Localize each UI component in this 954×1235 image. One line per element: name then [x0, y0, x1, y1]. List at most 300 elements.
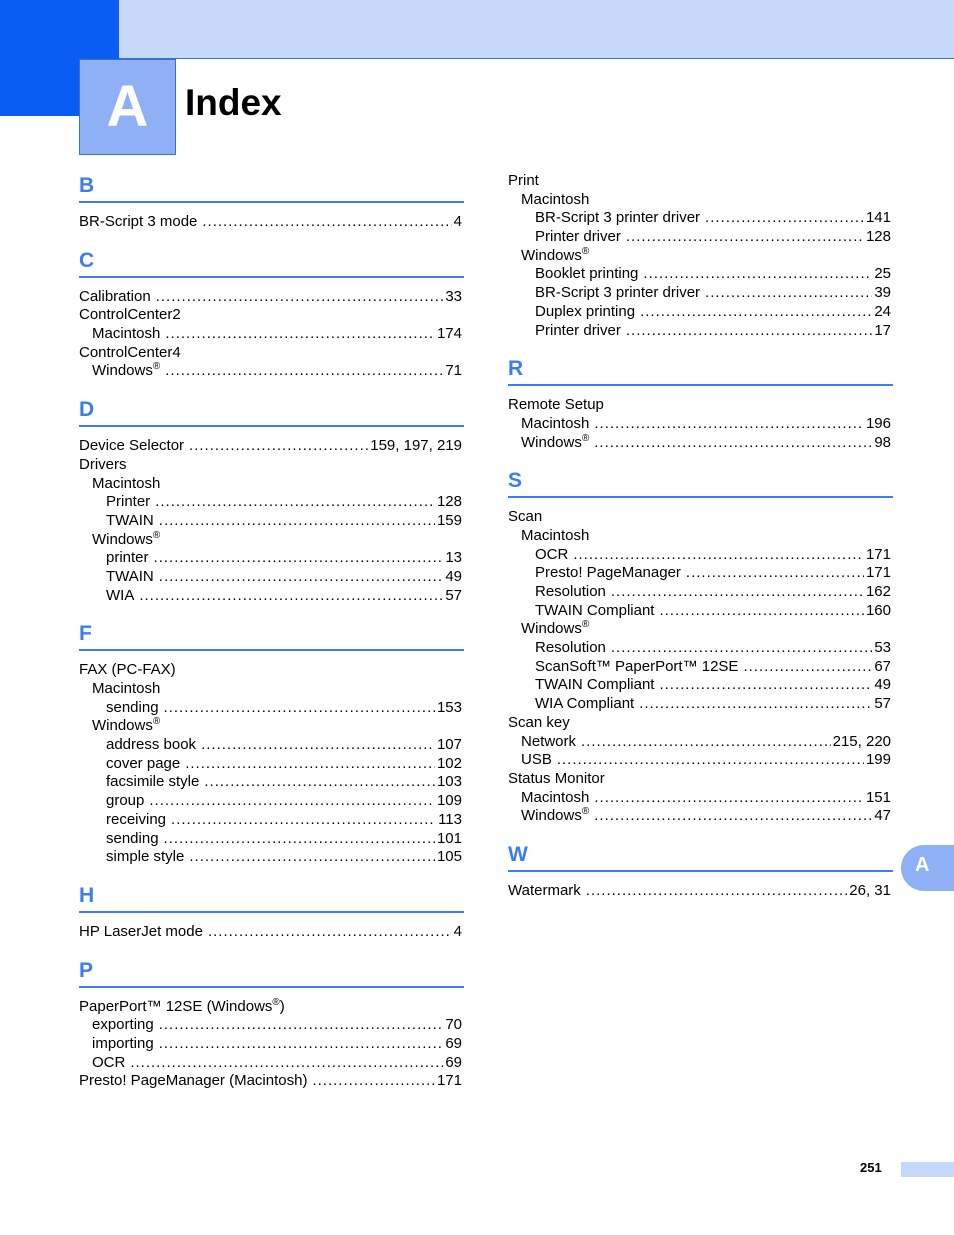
index-entry [79, 717, 464, 736]
entry-page-numbers[interactable]: 98 [874, 433, 891, 451]
dot-leader [643, 265, 872, 284]
entry-term-text: Scan [508, 508, 543, 526]
entry-term [508, 508, 542, 527]
chapter-letter: A [106, 74, 149, 139]
entry-page-numbers[interactable]: 160 [865, 601, 891, 619]
section-letter-heading: P [79, 957, 464, 988]
entry-page-numbers[interactable]: 196 [865, 414, 891, 432]
entry-term-text: Windows [521, 807, 582, 825]
entry-term [106, 792, 144, 811]
index-entry[interactable] [508, 546, 893, 565]
entry-page-numbers[interactable]: 113 [438, 810, 462, 828]
entry-term [521, 620, 589, 639]
index-entry[interactable] [508, 602, 893, 621]
entry-term [508, 714, 570, 733]
entry-term-text: Windows [92, 530, 153, 548]
entry-page-numbers[interactable]: 159, 197, 219 [370, 437, 462, 455]
index-entry [79, 531, 464, 550]
entry-page-numbers[interactable]: 53 [874, 639, 891, 657]
section-letter-heading: H [79, 882, 464, 913]
dot-leader [165, 362, 443, 381]
index-section [508, 467, 893, 826]
index-entry[interactable] [508, 564, 893, 583]
entry-term [79, 288, 151, 307]
dot-leader [156, 288, 444, 307]
entry-term-text: group [106, 792, 145, 810]
index-entry[interactable] [79, 587, 464, 606]
entry-page-numbers[interactable]: 153 [436, 698, 462, 716]
entry-term-text: Presto! PageManager [535, 564, 681, 582]
section-letter-heading: B [79, 172, 464, 203]
entry-page-numbers[interactable]: 70 [445, 1016, 462, 1034]
index-entry[interactable] [79, 512, 464, 531]
entry-term [106, 587, 134, 606]
entry-term-text: Booklet printing [535, 265, 639, 283]
dot-leader [557, 751, 864, 770]
index-entry[interactable] [508, 303, 893, 322]
entry-term-text: FAX (PC-FAX) [79, 661, 176, 679]
dot-leader [202, 213, 451, 232]
entry-term-text: receiving [106, 810, 167, 828]
entry-term [79, 998, 285, 1017]
entry-term [535, 564, 681, 583]
entry-term-text: Macintosh [92, 325, 161, 343]
dot-leader [159, 512, 435, 531]
entry-page-numbers[interactable]: 102 [436, 754, 462, 772]
entry-term-text: Drivers [79, 455, 127, 473]
entry-page-numbers[interactable]: 128 [865, 228, 891, 246]
dot-leader [312, 1072, 435, 1091]
index-entry[interactable] [508, 209, 893, 228]
entry-term [79, 1072, 307, 1091]
dot-leader [611, 583, 864, 602]
entry-page-numbers[interactable]: 33 [445, 287, 462, 305]
dot-leader [705, 209, 864, 228]
dot-leader [659, 676, 872, 695]
index-entry[interactable] [79, 736, 464, 755]
entry-page-numbers[interactable]: 13 [445, 549, 462, 567]
entry-term [535, 303, 635, 322]
index-section [508, 841, 893, 901]
index-entry[interactable] [508, 658, 893, 677]
index-entry [508, 172, 893, 191]
entry-page-numbers[interactable]: 69 [445, 1053, 462, 1071]
dot-leader [189, 848, 435, 867]
entry-page-numbers[interactable]: 39 [874, 284, 891, 302]
entry-term [535, 284, 700, 303]
entry-term-text: Macintosh [521, 526, 590, 544]
entry-term-text: Macintosh [521, 414, 590, 432]
entry-term-text: importing [92, 1034, 154, 1052]
registered-mark: ® [581, 432, 590, 444]
section-gap [79, 381, 464, 396]
index-entry [79, 344, 464, 363]
index-entry[interactable] [79, 811, 464, 830]
section-gap [79, 942, 464, 957]
entry-page-numbers[interactable]: 4 [453, 213, 462, 230]
entry-term-text: simple style [106, 848, 185, 866]
dot-leader [155, 493, 435, 512]
entry-term [79, 456, 127, 475]
dot-leader [154, 549, 444, 568]
entry-term [92, 1054, 125, 1073]
entry-term-text: Windows [521, 433, 582, 451]
index-entry [79, 306, 464, 325]
index-entry[interactable] [508, 228, 893, 247]
entry-page-numbers[interactable]: 24 [874, 302, 891, 320]
entry-term [535, 322, 621, 341]
entry-page-numbers[interactable]: 174 [436, 325, 462, 343]
entry-term-text: Macintosh [92, 474, 161, 492]
entry-term [106, 755, 180, 774]
entry-term-text: Scan key [508, 713, 570, 731]
registered-mark: ® [581, 245, 590, 257]
entry-term [106, 736, 196, 755]
entry-term [79, 306, 181, 325]
entry-term [92, 475, 160, 494]
entry-term [106, 811, 166, 830]
index-entry[interactable] [79, 549, 464, 568]
index-entry[interactable] [79, 755, 464, 774]
index-entry[interactable] [508, 733, 893, 752]
entry-page-numbers[interactable]: 25 [874, 265, 891, 283]
index-entry[interactable] [508, 789, 893, 808]
index-section [79, 620, 464, 867]
index-column-left [79, 172, 464, 1091]
entry-term-text: sending [106, 698, 159, 716]
index-entry[interactable] [508, 322, 893, 341]
entry-term [92, 1016, 154, 1035]
entry-term-text: BR-Script 3 printer driver [535, 284, 701, 302]
entry-term [92, 717, 160, 736]
index-entry[interactable] [79, 848, 464, 867]
entry-page-numbers[interactable]: 49 [445, 567, 462, 585]
entry-term-text: BR-Script 3 mode [79, 213, 198, 230]
entry-term [521, 789, 589, 808]
entry-term-text: TWAIN Compliant [535, 676, 655, 694]
dot-leader [743, 658, 872, 677]
entry-term-text: Status Monitor [508, 769, 605, 787]
index-section [79, 396, 464, 605]
entry-term [92, 325, 160, 344]
entry-term-text: Resolution [535, 583, 606, 600]
entry-term-text: Calibration [79, 287, 151, 305]
entry-page-numbers[interactable]: 141 [865, 209, 891, 227]
entry-page-numbers[interactable]: 151 [865, 788, 891, 806]
dot-leader [686, 564, 864, 583]
entry-term [79, 661, 176, 680]
dot-leader [171, 811, 436, 830]
index-entry [508, 714, 893, 733]
dot-leader [581, 733, 831, 752]
dot-leader [189, 437, 368, 456]
dot-leader [639, 695, 872, 714]
entry-term-suffix: ) [279, 997, 285, 1015]
entry-term-text: WIA [106, 586, 135, 604]
registered-mark: ® [581, 619, 590, 631]
dot-leader [185, 755, 435, 774]
entry-term [535, 209, 700, 228]
entry-page-numbers[interactable]: 4 [453, 922, 462, 940]
index-entry[interactable] [508, 751, 893, 770]
index-entry[interactable] [508, 676, 893, 695]
dot-leader [130, 1054, 443, 1073]
section-letter-heading: S [508, 467, 893, 498]
dot-leader [159, 1035, 444, 1054]
entry-page-numbers[interactable]: 128 [436, 493, 462, 511]
entry-term-text: Watermark [508, 881, 581, 899]
entry-page-numbers[interactable]: 107 [436, 736, 462, 754]
entry-term-text: TWAIN [106, 567, 154, 585]
entry-term [521, 191, 589, 210]
index-entry[interactable] [79, 1016, 464, 1035]
entry-page-numbers[interactable]: 171 [436, 1072, 462, 1090]
entry-term [521, 807, 589, 826]
entry-page-numbers[interactable]: 71 [445, 362, 462, 380]
section-letter-heading: R [508, 355, 893, 386]
entry-term-text: Duplex printing [535, 302, 636, 320]
entry-term-text: PaperPort™ 12SE (Windows [79, 997, 273, 1015]
entry-page-numbers[interactable]: 171 [865, 564, 891, 582]
entry-term [535, 602, 654, 621]
entry-term-text: cover page [106, 754, 181, 772]
dot-leader [640, 303, 872, 322]
dot-leader [201, 736, 435, 755]
index-entry[interactable] [79, 792, 464, 811]
index-entry [79, 661, 464, 680]
index-entry [79, 456, 464, 475]
index-entry [508, 396, 893, 415]
entry-page-numbers[interactable]: 199 [865, 751, 891, 769]
entry-term-text: Macintosh [521, 190, 590, 208]
index-section [508, 172, 893, 340]
entry-term [106, 773, 199, 792]
entry-term [521, 434, 589, 453]
index-entry[interactable] [79, 362, 464, 381]
index-column-right [508, 172, 893, 901]
entry-term-text: OCR [92, 1053, 126, 1071]
index-entry[interactable] [79, 923, 464, 942]
entry-term [535, 695, 634, 714]
page-number-bar [901, 1162, 954, 1177]
entry-term-text: Printer driver [535, 228, 621, 246]
entry-term [79, 437, 184, 456]
section-letter-heading: W [508, 841, 893, 872]
entry-page-numbers[interactable]: 49 [874, 676, 891, 694]
entry-term-text: ControlCenter2 [79, 306, 181, 324]
entry-page-numbers[interactable]: 162 [865, 583, 891, 600]
section-letter-heading: C [79, 247, 464, 278]
entry-term-text: Device Selector [79, 437, 185, 455]
index-entry[interactable] [508, 583, 893, 602]
entry-term-text: Printer [106, 493, 151, 511]
entry-term-text: Remote Setup [508, 396, 604, 414]
index-entry [508, 527, 893, 546]
index-section [79, 882, 464, 942]
entry-page-numbers[interactable]: 17 [874, 321, 891, 339]
section-letter-heading: D [79, 396, 464, 427]
entry-page-numbers[interactable]: 69 [445, 1034, 462, 1052]
entry-term [79, 923, 203, 942]
entry-term [508, 396, 604, 415]
index-entry[interactable] [79, 493, 464, 512]
section-gap [508, 340, 893, 355]
index-entry[interactable] [79, 325, 464, 344]
index-entry [79, 998, 464, 1017]
entry-page-numbers[interactable]: 103 [436, 773, 462, 791]
index-entry [79, 680, 464, 699]
index-entry[interactable] [508, 265, 893, 284]
dot-leader [594, 434, 872, 453]
index-entry[interactable] [79, 437, 464, 456]
entry-term [106, 568, 154, 587]
index-section [508, 355, 893, 452]
page-number: 251 [860, 1160, 882, 1175]
registered-mark: ® [272, 996, 280, 1008]
entry-term [92, 1035, 154, 1054]
entry-term [106, 830, 159, 849]
entry-term [106, 699, 159, 718]
entry-term-text: Printer driver [535, 321, 621, 339]
section-gap [79, 232, 464, 247]
section-letter-heading: F [79, 620, 464, 651]
entry-term-text: Network [521, 732, 577, 750]
chapter-side-tab[interactable] [901, 845, 954, 891]
entry-term [535, 546, 568, 565]
entry-term-text: ControlCenter4 [79, 343, 181, 361]
entry-term-text: BR-Script 3 printer driver [535, 209, 701, 227]
entry-term [521, 751, 552, 770]
index-entry[interactable] [508, 807, 893, 826]
entry-term-text: ScanSoft™ PaperPort™ 12SE [535, 657, 739, 675]
dot-leader [586, 882, 848, 901]
entry-term [521, 733, 576, 752]
entry-term [92, 362, 160, 381]
entry-term-text: Presto! PageManager (Macintosh) [79, 1072, 308, 1090]
index-entry[interactable] [79, 830, 464, 849]
entry-term [79, 213, 197, 232]
entry-page-numbers[interactable]: 26, 31 [849, 881, 891, 899]
index-entry[interactable] [79, 288, 464, 307]
index-entry[interactable] [79, 1072, 464, 1091]
dot-leader [159, 568, 444, 587]
entry-page-numbers[interactable]: 215, 220 [832, 732, 891, 750]
entry-page-numbers[interactable]: 47 [874, 807, 891, 825]
entry-term-text: TWAIN Compliant [535, 601, 655, 619]
dot-leader [204, 773, 435, 792]
entry-term [521, 527, 589, 546]
dot-leader [573, 546, 864, 565]
index-entry [508, 508, 893, 527]
entry-term-text: address book [106, 736, 197, 754]
dot-leader [705, 284, 872, 303]
dot-leader [164, 830, 435, 849]
entry-page-numbers[interactable]: 101 [436, 829, 462, 847]
registered-mark: ® [152, 361, 161, 373]
entry-term [106, 493, 150, 512]
entry-term-text: facsimile style [106, 773, 200, 791]
dot-leader [594, 415, 864, 434]
entry-page-numbers[interactable]: 171 [865, 545, 891, 563]
entry-page-numbers[interactable]: 67 [874, 657, 891, 675]
entry-term-text: Windows [521, 246, 582, 264]
entry-term [521, 415, 589, 434]
dot-leader [594, 807, 872, 826]
index-section [79, 172, 464, 232]
entry-term [92, 531, 160, 550]
index-entry[interactable] [79, 1054, 464, 1073]
dot-leader [626, 322, 872, 341]
entry-term-text: TWAIN [106, 511, 154, 529]
dot-leader [594, 789, 864, 808]
section-gap [508, 826, 893, 841]
entry-term-text: HP LaserJet mode [79, 922, 203, 940]
index-entry [508, 620, 893, 639]
index-entry[interactable] [79, 773, 464, 792]
index-entry[interactable] [79, 1035, 464, 1054]
entry-term-text: printer [106, 549, 149, 567]
entry-term-text: Macintosh [92, 680, 161, 697]
registered-mark: ® [581, 806, 590, 818]
index-entry [79, 475, 464, 494]
entry-page-numbers[interactable]: 105 [436, 848, 462, 866]
entry-term-text: sending [106, 829, 159, 847]
dot-leader [149, 792, 435, 811]
entry-page-numbers[interactable]: 57 [445, 586, 462, 604]
index-entry[interactable] [508, 882, 893, 901]
entry-page-numbers[interactable]: 159 [436, 511, 462, 529]
index-entry[interactable] [508, 415, 893, 434]
index-entry[interactable] [508, 639, 893, 658]
entry-term-text: USB [521, 751, 552, 769]
entry-term [508, 770, 605, 789]
index-entry[interactable] [79, 699, 464, 718]
index-entry [508, 770, 893, 789]
entry-term-text: Windows [92, 362, 153, 380]
entry-term-text: Print [508, 172, 539, 189]
entry-term [106, 512, 154, 531]
entry-term-text: WIA Compliant [535, 695, 635, 713]
entry-term [79, 344, 181, 363]
section-gap [508, 452, 893, 467]
dot-leader [208, 923, 452, 942]
header-band [0, 0, 954, 59]
index-section [79, 247, 464, 381]
index-section [79, 957, 464, 1091]
entry-term-text: OCR [535, 545, 569, 563]
index-entry[interactable] [79, 213, 464, 232]
index-entry [508, 247, 893, 266]
registered-mark: ® [152, 529, 161, 541]
dot-leader [165, 325, 435, 344]
section-gap [79, 867, 464, 882]
entry-term-text: Resolution [535, 639, 606, 657]
index-entry[interactable] [508, 284, 893, 303]
index-entry[interactable] [79, 568, 464, 587]
entry-page-numbers[interactable]: 109 [436, 792, 462, 810]
entry-term [535, 583, 606, 602]
entry-term [508, 172, 539, 191]
entry-term [521, 247, 589, 266]
index-entry[interactable] [508, 695, 893, 714]
dot-leader [164, 699, 435, 718]
index-entry[interactable] [508, 434, 893, 453]
entry-term-text: exporting [92, 1016, 154, 1034]
entry-page-numbers[interactable]: 57 [874, 695, 891, 713]
entry-term [535, 228, 621, 247]
entry-term-text: Windows [521, 620, 582, 638]
index-entry [508, 191, 893, 210]
